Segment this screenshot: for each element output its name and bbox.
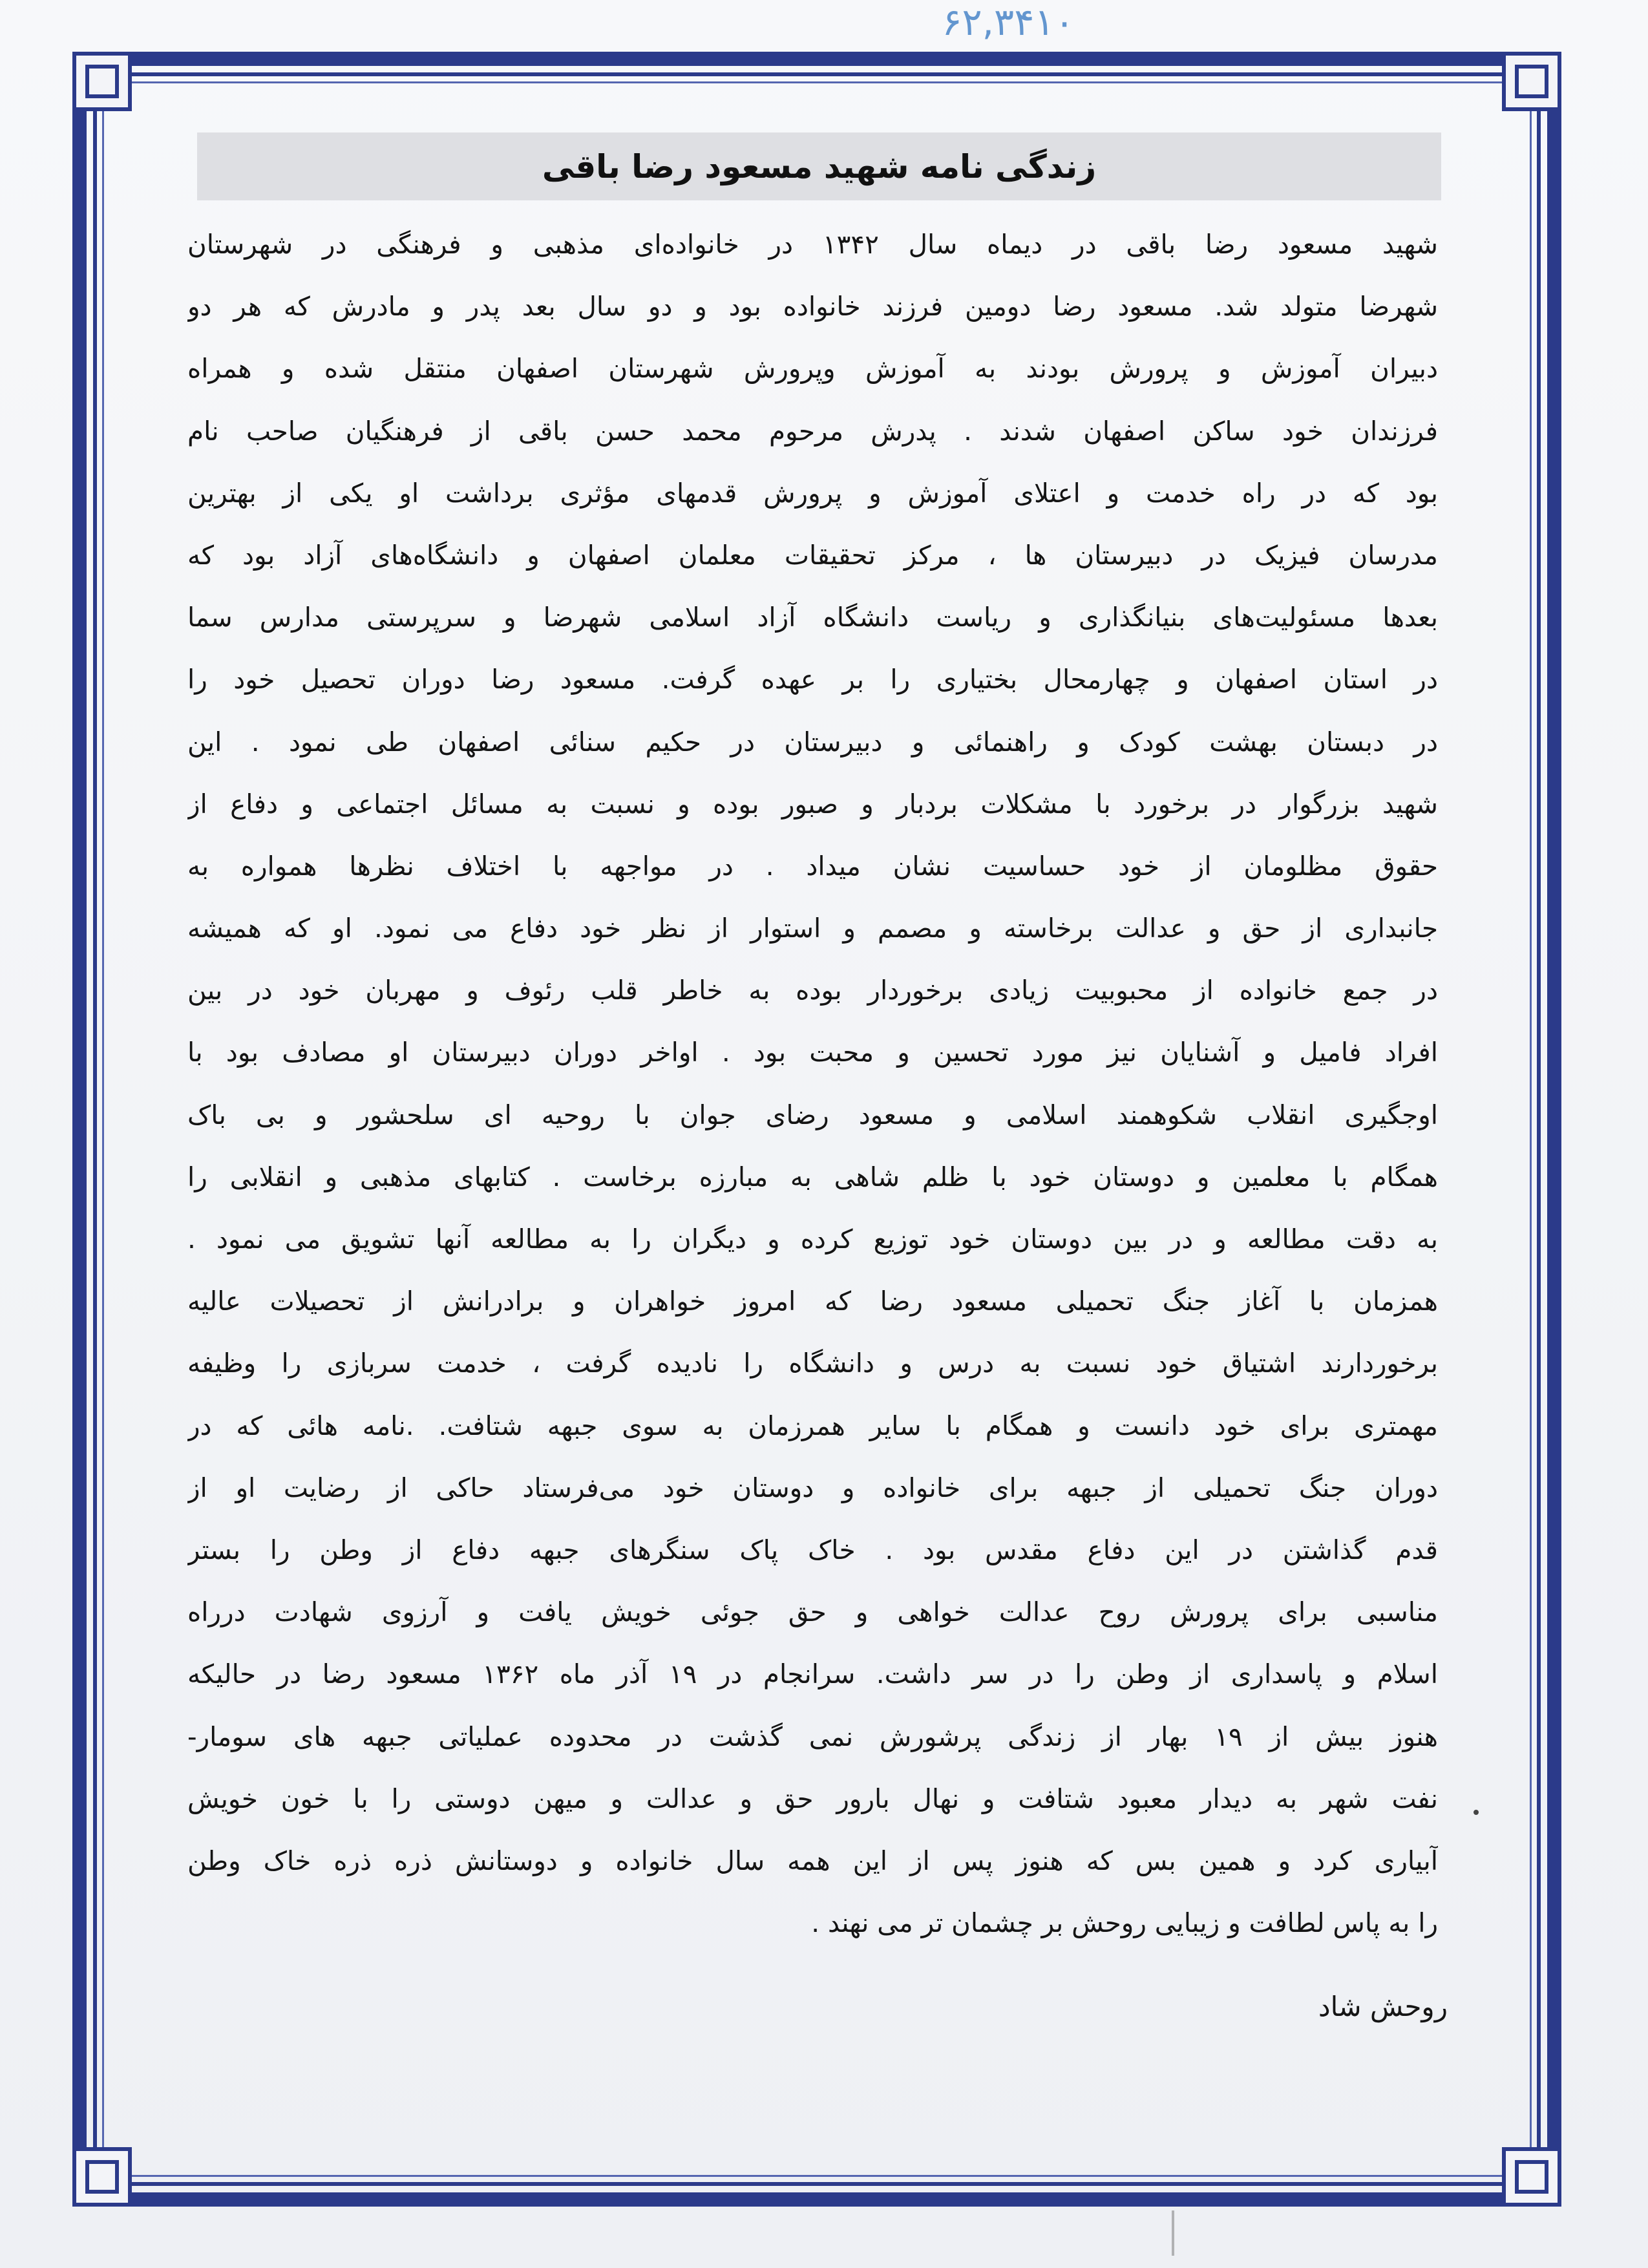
text-line: فرزندان خود ساکن اصفهان شدند . پدرش مرحوم محمد حسن باقی از فرهنگیان صاحب نام	[187, 415, 1438, 447]
text-line: دبیران آموزش و پرورش بودند به آموزش وپرورش شهرستان اصفهان منتقل شده و همراه	[187, 353, 1438, 385]
text-line: بعدها مسئولیت‌های بنیانگذاری و ریاست دانشگاه آزاد اسلامی شهرضا و سرپرستی مدارس سما	[187, 602, 1438, 633]
text-line: شهید بزرگوار در برخورد با مشکلات بردبار و صبور بوده و نسبت به مسائل اجتماعی و دفاع از	[187, 788, 1438, 820]
text-line: دوران جنگ تحمیلی از جبهه برای خانواده و دوستان خود می‌فرستاد حاکی از رضایت او از	[187, 1472, 1438, 1503]
text-line: اوجگیری انقلاب شکوهمند اسلامی و مسعود رضای جوان با روحیه ای سلحشور و بی باک	[187, 1099, 1438, 1130]
text-line: شهرضا متولد شد. مسعود رضا دومین فرزند خانواده بود و دو سال بعد پدر و مادرش که هر دو	[187, 291, 1438, 323]
text-line: به دقت مطالعه و در بین دوستان خود توزیع کرده و دیگران را به مطالعه آنها تشویق می نمود .	[187, 1224, 1438, 1255]
text-line: در دبستان بهشت کودک و راهنمائی و دبیرستان در حکیم سنائی اصفهان طی نمود . این	[187, 726, 1438, 758]
text-line: را به پاس لطافت و زیبایی روحش بر چشمان تر می نهند .	[811, 1907, 1438, 1939]
text-line: بود که در راه خدمت و اعتلای آموزش و پرورش قدمهای مؤثری برداشت او یکی از بهترین	[187, 477, 1438, 509]
biography-text	[187, 213, 1438, 2010]
closing-phrase: روحش شاد	[1318, 1991, 1448, 2022]
text-line: مناسبی برای پرورش روح عدالت خواهی و حق جوئی خویش یافت و آرزوی شهادت درراه	[187, 1596, 1438, 1628]
corner-ornament-bottom-right	[1502, 2147, 1561, 2207]
text-line: همگام با معلمین و دوستان خود با ظلم شاهی به مبارزه برخاست . کتابهای مذهبی و انقلابی را	[187, 1161, 1438, 1192]
text-line: اسلام و پاسداری از وطن را در سر داشت. سرانجام در ۱۹ آذر ماه ۱۳۶۲ مسعود رضا در حالیکه	[187, 1659, 1438, 1690]
text-line: نفت شهر به دیدار معبود شتافت و نهال بارور حق و عدالت و میهن دوستی را با خون خویش	[187, 1783, 1438, 1814]
corner-ornament-top-right	[1502, 52, 1561, 111]
text-line: در استان اصفهان و چهارمحال بختیاری را بر عهده گرفت. مسعود رضا دوران تحصیل خود را	[187, 664, 1438, 695]
title-bar	[197, 132, 1441, 200]
text-line: شهید مسعود رضا باقی در دیماه سال ۱۳۴۲ در خانواده‌ای مذهبی و فرهنگی در شهرستان	[187, 229, 1438, 260]
corner-ornament-top-left	[72, 52, 132, 111]
text-line: قدم گذاشتن در این دفاع مقدس بود . خاک پاک سنگرهای جبهه دفاع از وطن را بستر	[187, 1534, 1438, 1565]
scan-mark	[1172, 2210, 1174, 2256]
text-line: جانبداری از حق و عدالت برخاسته و مصمم و استوار از نظر خود دفاع می نمود. او که همیشه	[187, 913, 1438, 944]
text-line: همزمان با آغاز جنگ تحمیلی مسعود رضا که امروز خواهران و برادرانش از تحصیلات عالیه	[187, 1286, 1438, 1317]
text-line: افراد فامیل و آشنایان نیز مورد تحسین و محبت بود . اواخر دوران دبیرستان او مصادف بود با	[187, 1037, 1438, 1068]
text-line: حقوق مظلومان از خود حساسیت نشان میداد . در مواجهه با اختلاف نظرها همواره به	[187, 850, 1438, 882]
text-line: برخوردارند اشتیاق خود نسبت به درس و دانشگاه را نادیده گرفت ، خدمت سربازی را وظیفه	[187, 1348, 1438, 1379]
corner-ornament-bottom-left	[72, 2147, 132, 2207]
text-line: هنوز بیش از ۱۹ بهار از زندگی پرشورش نمی گذشت در محدوده عملیاتی جبهه های سومار-	[187, 1721, 1438, 1752]
text-line: آبیاری کرد و همین بس که هنوز پس از این همه سال خانواده و دوستانش ذره ذره خاک وطن	[187, 1845, 1438, 1876]
text-line: مهمتری برای خود دانست و همگام با سایر همرزمان به سوی جبهه شتافت. .نامه هائی که در	[187, 1410, 1438, 1441]
text-line: در جمع خانواده از محبوبیت زیادی برخوردار بوده به خاطر قلب رئوف و مهربان خود در بین	[187, 975, 1438, 1006]
text-line: مدرسان فیزیک در دبیرستان ها ، مرکز تحقیقات معلمان اصفهان و دانشگاه‌های آزاد بود که	[187, 539, 1438, 571]
scan-speck	[1474, 1810, 1479, 1815]
document-title: زندگی نامه شهید مسعود رضا باقی	[542, 147, 1097, 185]
handwritten-archive-number: ۶۲,۳۴۱۰	[942, 0, 1075, 44]
